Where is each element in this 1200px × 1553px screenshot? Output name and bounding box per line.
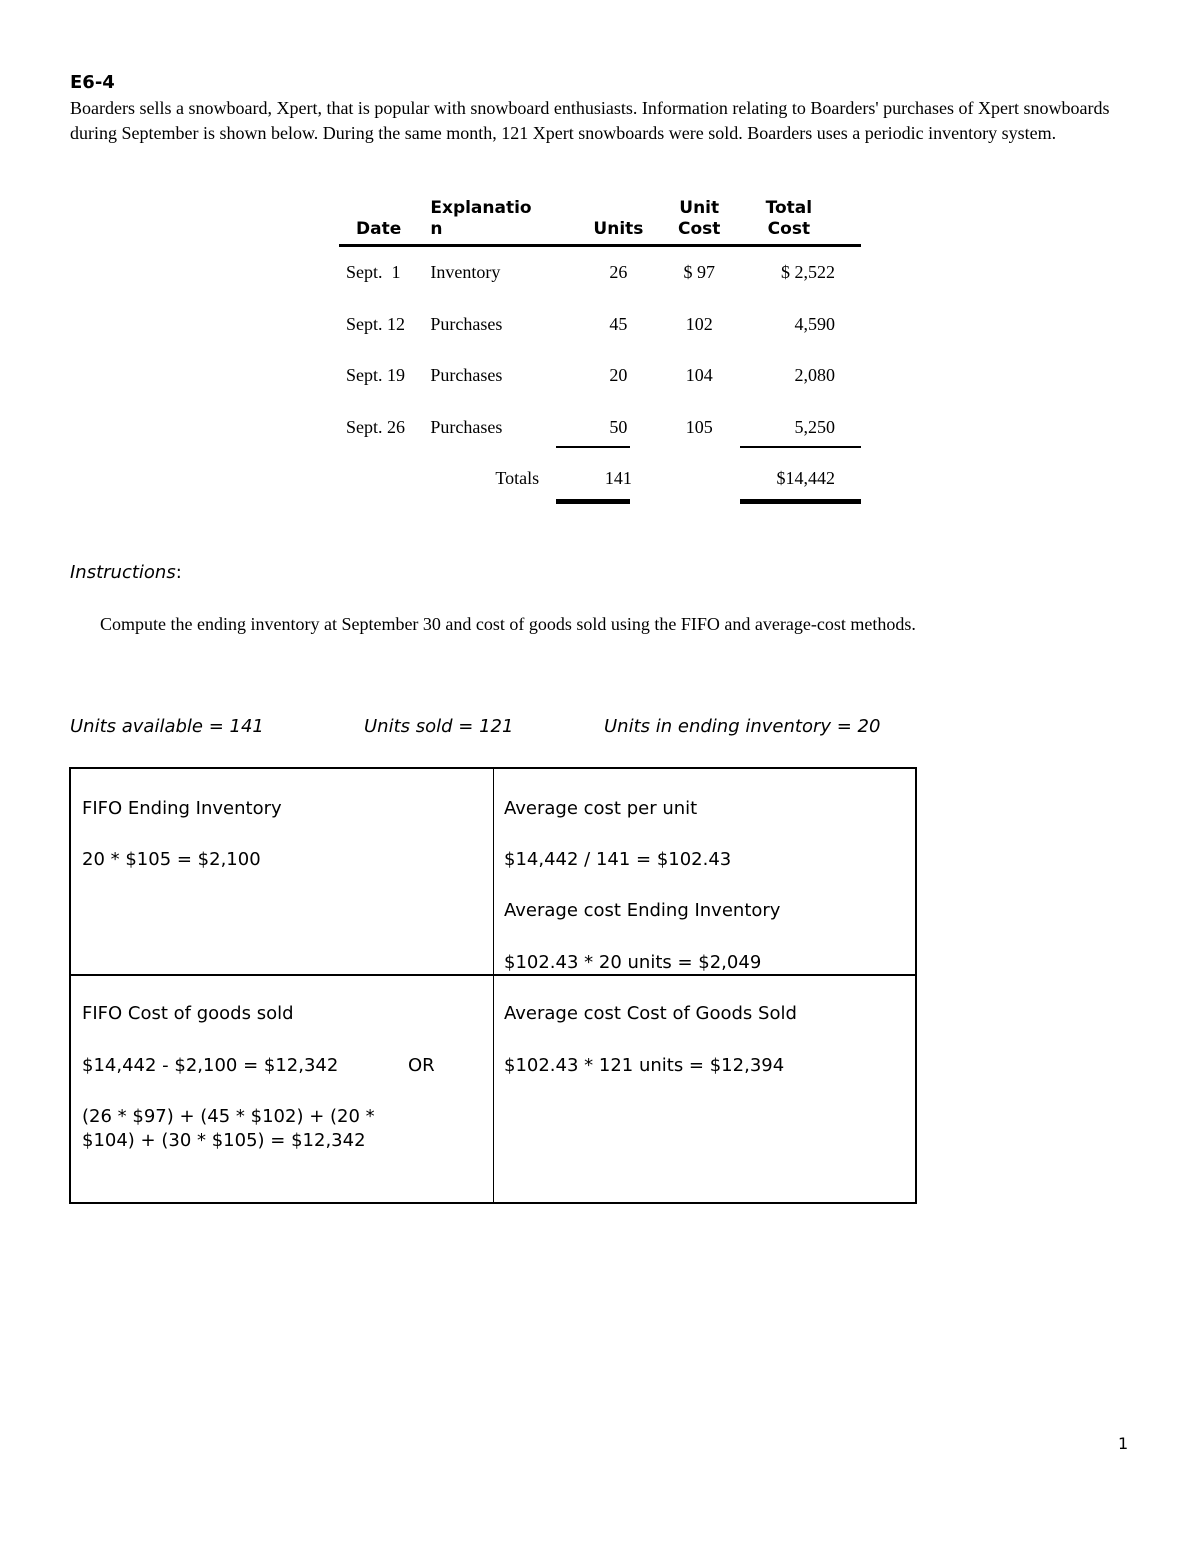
cell-date: Sept. 26 (346, 416, 406, 437)
fifo-ei-calc: 20 * $105 = $2,100 (82, 849, 261, 870)
fifo-cogs-calc: $14,442 - $2,100 = $12,342 (82, 1055, 339, 1076)
avg-cogs-title: Average cost Cost of Goods Sold (504, 1003, 797, 1024)
fifo-cogs-title: FIFO Cost of goods sold (82, 1003, 294, 1024)
problem-id: E6-4 (70, 72, 115, 93)
totals-units: 141 (604, 468, 632, 489)
header-explanation-line2: n (430, 219, 443, 239)
table-row (339, 350, 861, 402)
header-explanation (430, 190, 581, 246)
solution-grid (69, 767, 917, 1204)
totals-row (339, 453, 861, 505)
cell-date: Sept. 19 (346, 365, 406, 386)
cell-unit-cost: $ 97 (683, 262, 715, 283)
cell-unit-cost: 102 (685, 313, 713, 334)
instructions-label (70, 562, 182, 583)
cell-units: 20 (609, 365, 628, 386)
cell-total-cost: 4,590 (794, 313, 835, 334)
header-unit-cost: Unit Cost (656, 190, 743, 246)
units-double-underline (556, 499, 630, 504)
avg-cost-per-unit-title: Average cost per unit (504, 798, 698, 819)
cell-total-cost: 5,250 (794, 416, 835, 437)
cell-explanation: Purchases (430, 365, 503, 386)
fifo-cogs-alt-line2: $104) + (30 * $105) = $12,342 (82, 1130, 366, 1151)
fifo-cogs-or: OR (408, 1055, 435, 1076)
cell-unit-cost: 104 (685, 365, 713, 386)
solution-vertical-divider (493, 769, 494, 1202)
table-row (339, 246, 861, 299)
cell-unit-cost: 105 (685, 416, 713, 437)
avg-ei-calc: $102.43 * 20 units = $2,049 (504, 952, 762, 973)
page-number: 1 (1118, 1434, 1129, 1453)
total-single-underline (740, 446, 861, 448)
avg-ei-title: Average cost Ending Inventory (504, 900, 781, 921)
cell-explanation: Inventory (430, 262, 501, 283)
problem-statement: Boarders sells a snowboard, Xpert, that is popular with snowboard enthusiasts. Information relating to Boarders' purchases of Xpert snowboards during September is shown below. During the same month, 121 Xpert snowboards were sold. Boarders uses a periodic inventory system. (70, 98, 1110, 143)
units-sold: Units sold = 121 (364, 716, 514, 737)
cell-explanation: Purchases (430, 416, 503, 437)
avg-cost-per-unit-calc: $14,442 / 141 = $102.43 (504, 849, 732, 870)
cell-date: Sept. 1 (346, 262, 401, 283)
cell-units: 26 (609, 262, 628, 283)
cell-units: 45 (609, 313, 628, 334)
header-total-cost: Total Cost (743, 190, 861, 246)
units-single-underline (556, 446, 630, 448)
solution-horizontal-divider (71, 974, 915, 976)
instructions-text: Compute the ending inventory at September 30 and cost of goods sold using the FIFO and average-cost methods. (100, 614, 916, 634)
instructions-label-text: Instructions (70, 562, 176, 583)
instructions-colon: : (175, 562, 182, 583)
fifo-ei-title: FIFO Ending Inventory (82, 798, 282, 819)
cell-total-cost: $ 2,522 (781, 262, 835, 283)
cell-date: Sept. 12 (346, 313, 406, 334)
totals-total-cost: $14,442 (776, 468, 835, 489)
cell-total-cost: 2,080 (794, 365, 835, 386)
table-row (339, 299, 861, 351)
units-available: Units available = 141 (70, 716, 264, 737)
table-header-row (339, 190, 861, 246)
inventory-table (339, 190, 861, 505)
totals-empty-cell (339, 453, 430, 505)
cell-explanation: Purchases (430, 313, 503, 334)
header-explanation-line1: Explanatio (430, 198, 532, 218)
totals-label: Totals (495, 468, 540, 489)
header-date: Date (339, 190, 430, 246)
total-double-underline (740, 499, 861, 504)
avg-cogs-calc: $102.43 * 121 units = $12,394 (504, 1055, 785, 1076)
fifo-cogs-alt-line1: (26 * $97) + (45 * $102) + (20 * (82, 1106, 375, 1127)
header-units: Units (581, 190, 656, 246)
units-ending-inventory: Units in ending inventory = 20 (604, 716, 881, 737)
totals-empty-unit-cost (656, 453, 743, 505)
cell-units: 50 (609, 416, 628, 437)
